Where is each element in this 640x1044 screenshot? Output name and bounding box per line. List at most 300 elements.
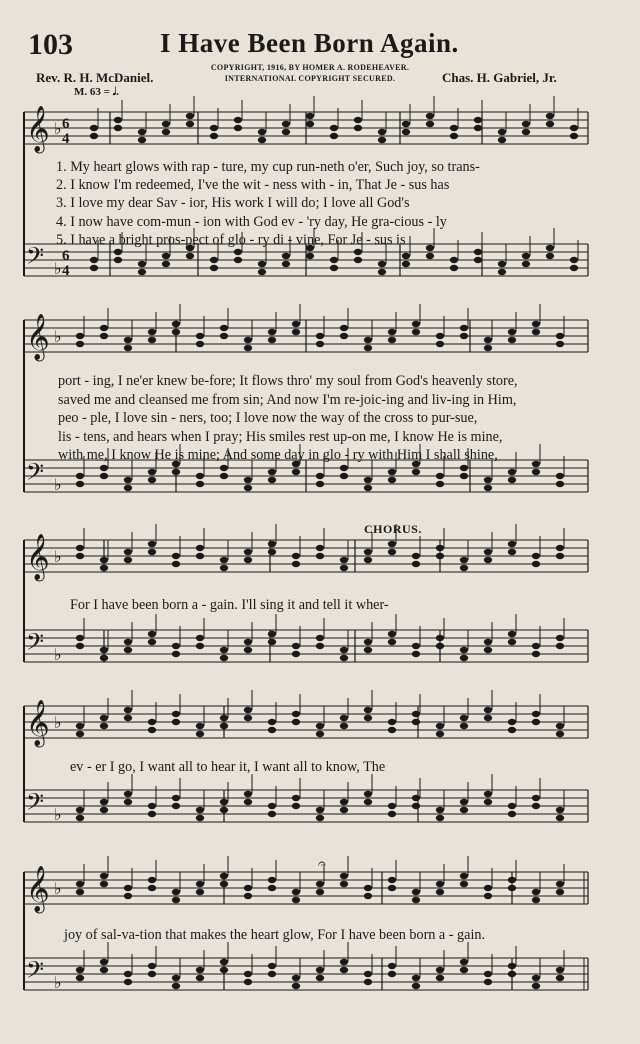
note-head xyxy=(244,707,252,713)
note-head xyxy=(258,261,266,267)
note-head xyxy=(532,803,540,809)
flat-icon: ♭ xyxy=(54,645,62,664)
note-head xyxy=(460,807,468,813)
note-head xyxy=(258,129,266,135)
note-head xyxy=(220,807,228,813)
note-head xyxy=(316,643,324,649)
note-head xyxy=(436,635,444,641)
note-head xyxy=(508,329,516,335)
note-head xyxy=(220,333,228,339)
note-head xyxy=(412,975,420,981)
note-head xyxy=(316,815,324,821)
note-head xyxy=(76,889,84,895)
note-head xyxy=(532,719,540,725)
note-head xyxy=(484,337,492,343)
note-head xyxy=(220,799,228,805)
note-head xyxy=(426,113,434,119)
note-head xyxy=(532,329,540,335)
note-head xyxy=(402,129,410,135)
note-head xyxy=(484,549,492,555)
note-head xyxy=(364,799,372,805)
note-head xyxy=(556,731,564,737)
note-head xyxy=(172,561,180,567)
note-head xyxy=(388,963,396,969)
note-head xyxy=(114,125,122,131)
note-head xyxy=(340,799,348,805)
note-head xyxy=(412,803,420,809)
note-head xyxy=(148,803,156,809)
note-head xyxy=(90,257,98,263)
note-head xyxy=(124,799,132,805)
note-head xyxy=(124,971,132,977)
note-head xyxy=(508,477,516,483)
note-head xyxy=(532,897,540,903)
note-head xyxy=(474,257,482,263)
note-head xyxy=(436,473,444,479)
note-head xyxy=(220,967,228,973)
note-head xyxy=(498,269,506,275)
note-head xyxy=(76,807,84,813)
note-head xyxy=(196,333,204,339)
note-head xyxy=(412,719,420,725)
note-head xyxy=(460,465,468,471)
note-head xyxy=(436,815,444,821)
author-credit: Rev. R. H. McDaniel. xyxy=(36,70,154,85)
note-head xyxy=(436,553,444,559)
note-head xyxy=(90,125,98,131)
note-head xyxy=(282,121,290,127)
note-head xyxy=(378,269,386,275)
chorus-label: CHORUS. xyxy=(364,522,422,536)
note-head xyxy=(412,983,420,989)
note-head xyxy=(148,469,156,475)
note-head xyxy=(172,469,180,475)
note-head xyxy=(532,553,540,559)
bass-clef-icon: 𝄢 xyxy=(26,956,45,989)
note-head xyxy=(450,133,458,139)
continuation-line-2: saved me and cleansed me from sin; And now I'm re-joic-ing and liv-ing in Him, xyxy=(58,391,517,408)
note-head xyxy=(220,723,228,729)
note-head xyxy=(546,253,554,259)
note-head xyxy=(148,811,156,817)
note-head xyxy=(436,545,444,551)
note-head xyxy=(100,881,108,887)
note-head xyxy=(76,545,84,551)
note-head xyxy=(268,719,276,725)
note-head xyxy=(570,125,578,131)
note-head xyxy=(114,257,122,263)
note-head xyxy=(244,799,252,805)
note-head xyxy=(460,967,468,973)
note-head xyxy=(196,553,204,559)
note-head xyxy=(76,881,84,887)
note-head xyxy=(484,885,492,891)
note-head xyxy=(436,333,444,339)
flat-icon: ♭ xyxy=(54,879,62,898)
note-head xyxy=(148,337,156,343)
note-head xyxy=(172,329,180,335)
treble-clef-icon: 𝄞 xyxy=(26,106,50,152)
note-head xyxy=(460,565,468,571)
note-head xyxy=(148,631,156,637)
note-head xyxy=(436,975,444,981)
note-head xyxy=(114,117,122,123)
note-head xyxy=(124,791,132,797)
note-head xyxy=(340,557,348,563)
note-head xyxy=(532,795,540,801)
note-head xyxy=(316,635,324,641)
note-head xyxy=(244,971,252,977)
note-head xyxy=(234,125,242,131)
note-head xyxy=(354,125,362,131)
note-head xyxy=(388,803,396,809)
note-head xyxy=(196,481,204,487)
note-head xyxy=(244,485,252,491)
continuation-lyrics xyxy=(58,372,518,465)
treble-clef-icon: 𝄞 xyxy=(26,700,50,746)
metronome-marking: M. 63 = 𝅗𝅥. xyxy=(74,86,119,98)
note-head xyxy=(292,651,300,657)
note-head xyxy=(340,655,348,661)
treble-clef-icon: 𝄞 xyxy=(26,534,50,580)
note-head xyxy=(172,889,180,895)
note-head xyxy=(292,889,300,895)
note-head xyxy=(100,465,108,471)
note-head xyxy=(450,257,458,263)
note-head xyxy=(364,345,372,351)
note-head xyxy=(124,549,132,555)
note-head xyxy=(340,959,348,965)
note-head xyxy=(244,791,252,797)
note-head xyxy=(508,971,516,977)
note-head xyxy=(244,885,252,891)
note-head xyxy=(100,959,108,965)
note-head xyxy=(364,337,372,343)
note-head xyxy=(556,967,564,973)
note-head xyxy=(172,897,180,903)
note-head xyxy=(340,647,348,653)
note-head xyxy=(244,337,252,343)
note-head xyxy=(124,715,132,721)
note-head xyxy=(508,963,516,969)
time-signature-bottom: 4 xyxy=(62,263,70,279)
note-head xyxy=(292,795,300,801)
note-head xyxy=(172,795,180,801)
note-head xyxy=(484,477,492,483)
note-head xyxy=(148,329,156,335)
note-head xyxy=(316,731,324,737)
note-head xyxy=(316,545,324,551)
note-head xyxy=(220,959,228,965)
note-head xyxy=(100,557,108,563)
note-head xyxy=(124,337,132,343)
note-head xyxy=(484,799,492,805)
note-head xyxy=(220,715,228,721)
note-head xyxy=(388,719,396,725)
note-head xyxy=(532,461,540,467)
note-head xyxy=(388,549,396,555)
note-head xyxy=(268,811,276,817)
note-head xyxy=(282,253,290,259)
note-head xyxy=(292,975,300,981)
note-head xyxy=(532,975,540,981)
note-head xyxy=(306,113,314,119)
note-head xyxy=(460,557,468,563)
note-head xyxy=(364,979,372,985)
note-head xyxy=(450,265,458,271)
note-head xyxy=(388,477,396,483)
note-head xyxy=(148,971,156,977)
note-head xyxy=(388,337,396,343)
note-head xyxy=(340,807,348,813)
verse-line-2: 2. I know I'm redeemed, I've the wit - ness with - in, That Je - sus has xyxy=(56,177,450,194)
note-head xyxy=(484,557,492,563)
note-head xyxy=(76,643,84,649)
note-head xyxy=(316,723,324,729)
note-head xyxy=(196,545,204,551)
copyright-line-2: INTERNATIONAL COPYRIGHT SECURED. xyxy=(224,74,396,83)
note-head xyxy=(460,647,468,653)
note-head xyxy=(124,885,132,891)
note-head xyxy=(172,643,180,649)
note-head xyxy=(340,715,348,721)
note-head xyxy=(196,889,204,895)
note-head xyxy=(532,983,540,989)
note-head xyxy=(234,257,242,263)
note-head xyxy=(196,635,204,641)
note-head xyxy=(364,639,372,645)
note-head xyxy=(292,711,300,717)
note-head xyxy=(210,133,218,139)
note-head xyxy=(244,715,252,721)
note-head xyxy=(340,473,348,479)
note-head xyxy=(460,959,468,965)
note-head xyxy=(172,321,180,327)
note-head xyxy=(484,639,492,645)
continuation-line-3: peo - ple, I love sin - ners, too; I love now the way of the cross to pur-sue, xyxy=(58,410,478,426)
note-head xyxy=(378,129,386,135)
note-head xyxy=(172,975,180,981)
note-head xyxy=(498,261,506,267)
note-head xyxy=(268,549,276,555)
note-head xyxy=(484,971,492,977)
note-head xyxy=(196,815,204,821)
bass-clef-icon: 𝄢 xyxy=(26,628,45,661)
note-head xyxy=(484,791,492,797)
note-head xyxy=(388,469,396,475)
note-head xyxy=(172,983,180,989)
note-head xyxy=(244,639,252,645)
note-head xyxy=(412,321,420,327)
note-head xyxy=(220,465,228,471)
note-head xyxy=(316,553,324,559)
note-head xyxy=(364,647,372,653)
note-head xyxy=(436,807,444,813)
note-head xyxy=(412,651,420,657)
note-head xyxy=(244,557,252,563)
note-head xyxy=(340,565,348,571)
note-head xyxy=(268,963,276,969)
time-signature-top: 6 xyxy=(62,116,70,132)
note-head xyxy=(508,541,516,547)
note-head xyxy=(340,723,348,729)
note-head xyxy=(316,889,324,895)
note-head xyxy=(508,877,516,883)
note-head xyxy=(186,121,194,127)
flat-icon: ♭ xyxy=(54,327,62,346)
note-head xyxy=(210,257,218,263)
note-head xyxy=(508,337,516,343)
note-head xyxy=(460,873,468,879)
note-head xyxy=(292,803,300,809)
copyright-line-1: COPYRIGHT, 1916, BY HOMER A. RODEHEAVER. xyxy=(210,63,410,72)
note-head xyxy=(484,979,492,985)
note-head xyxy=(124,639,132,645)
note-head xyxy=(138,137,146,143)
time-signature-bottom: 4 xyxy=(62,131,70,147)
note-head xyxy=(268,885,276,891)
note-head xyxy=(292,553,300,559)
note-head xyxy=(268,469,276,475)
note-head xyxy=(426,253,434,259)
note-head xyxy=(474,117,482,123)
note-head xyxy=(460,715,468,721)
note-head xyxy=(316,807,324,813)
note-head xyxy=(484,715,492,721)
note-head xyxy=(330,265,338,271)
note-head xyxy=(172,803,180,809)
note-head xyxy=(556,643,564,649)
note-head xyxy=(124,485,132,491)
note-head xyxy=(388,639,396,645)
note-head xyxy=(340,325,348,331)
note-head xyxy=(316,341,324,347)
note-head xyxy=(76,967,84,973)
note-head xyxy=(364,485,372,491)
note-head xyxy=(220,647,228,653)
note-head xyxy=(436,481,444,487)
continuation-line-5: with me, I know He is mine; And some day in glo - ry with Him I shall shine, xyxy=(58,447,498,463)
note-head xyxy=(148,477,156,483)
note-head xyxy=(508,811,516,817)
note-head xyxy=(196,731,204,737)
flat-icon: ♭ xyxy=(54,119,62,138)
note-head xyxy=(268,877,276,883)
note-head xyxy=(76,341,84,347)
fermata-icon: 𝄐 xyxy=(318,857,326,872)
note-head xyxy=(124,979,132,985)
note-head xyxy=(474,249,482,255)
note-head xyxy=(388,877,396,883)
note-head xyxy=(100,715,108,721)
note-head xyxy=(138,261,146,267)
note-head xyxy=(100,325,108,331)
note-head xyxy=(546,245,554,251)
note-head xyxy=(402,253,410,259)
note-head xyxy=(388,329,396,335)
note-head xyxy=(292,897,300,903)
note-head xyxy=(556,889,564,895)
note-head xyxy=(412,561,420,567)
note-head xyxy=(258,137,266,143)
note-head xyxy=(508,803,516,809)
note-head xyxy=(388,971,396,977)
note-head xyxy=(460,655,468,661)
note-head xyxy=(76,481,84,487)
note-head xyxy=(282,129,290,135)
note-head xyxy=(402,261,410,267)
note-head xyxy=(556,881,564,887)
note-head xyxy=(100,473,108,479)
composer-credit: Chas. H. Gabriel, Jr. xyxy=(442,70,557,85)
flat-icon: ♭ xyxy=(54,713,62,732)
note-head xyxy=(292,321,300,327)
note-head xyxy=(546,121,554,127)
note-head xyxy=(268,541,276,547)
note-head xyxy=(546,113,554,119)
note-head xyxy=(354,117,362,123)
note-head xyxy=(196,473,204,479)
note-head xyxy=(532,469,540,475)
note-head xyxy=(196,341,204,347)
note-head xyxy=(474,125,482,131)
note-head xyxy=(364,971,372,977)
note-head xyxy=(508,719,516,725)
note-head xyxy=(114,249,122,255)
note-head xyxy=(292,643,300,649)
note-head xyxy=(364,885,372,891)
note-head xyxy=(220,881,228,887)
note-head xyxy=(244,549,252,555)
note-head xyxy=(292,561,300,567)
note-head xyxy=(412,889,420,895)
note-head xyxy=(508,639,516,645)
note-head xyxy=(148,727,156,733)
note-head xyxy=(364,557,372,563)
flat-icon: ♭ xyxy=(54,973,62,992)
note-head xyxy=(436,341,444,347)
note-head xyxy=(556,815,564,821)
note-head xyxy=(196,643,204,649)
hymn-title: I Have Been Born Again. xyxy=(160,28,459,58)
flat-icon: ♭ xyxy=(54,475,62,494)
note-head xyxy=(532,711,540,717)
note-head xyxy=(138,269,146,275)
note-head xyxy=(388,727,396,733)
note-head xyxy=(220,655,228,661)
note-head xyxy=(556,341,564,347)
note-head xyxy=(306,121,314,127)
bass-clef-icon: 𝄢 xyxy=(26,458,45,491)
note-head xyxy=(210,125,218,131)
note-head xyxy=(268,971,276,977)
verse-line-3: 3. I love my dear Sav - ior, His work I will do; I love all God's xyxy=(56,195,410,212)
hymn-number: 103 xyxy=(28,28,73,61)
note-head xyxy=(172,553,180,559)
note-head xyxy=(484,707,492,713)
treble-clef-icon: 𝄞 xyxy=(26,314,50,360)
note-head xyxy=(556,473,564,479)
verse-line-4: 4. I now have com-mun - ion with God ev - 'ry day, He gra-cious - ly xyxy=(56,213,447,230)
note-head xyxy=(148,639,156,645)
note-head xyxy=(556,635,564,641)
note-head xyxy=(76,553,84,559)
note-head xyxy=(244,979,252,985)
note-head xyxy=(436,881,444,887)
note-head xyxy=(460,723,468,729)
note-head xyxy=(330,257,338,263)
note-head xyxy=(340,873,348,879)
